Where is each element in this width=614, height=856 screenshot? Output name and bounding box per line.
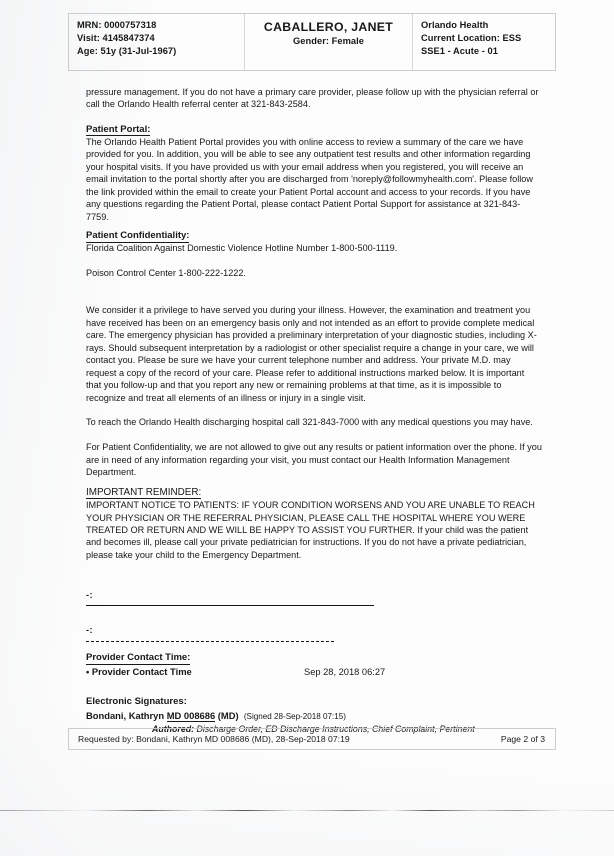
facility-column	[413, 14, 555, 70]
authored-value: Discharge Order, ED Discharge Instructions, Chief Complaint, Pertinent	[194, 723, 475, 734]
patient-header-banner	[68, 13, 556, 71]
separator-marker-one: -:	[86, 590, 93, 601]
patient-portal-heading: Patient Portal:	[86, 123, 151, 135]
patient-visit-number: Visit: 4145847374	[77, 33, 155, 44]
document-content	[68, 0, 558, 856]
spacer	[86, 606, 542, 624]
document-body	[86, 86, 542, 736]
requested-by: Requested by: Bondani, Kathryn MD 008686 (MD), 28-Sep-2018 07:19	[78, 734, 350, 744]
spacer	[86, 642, 542, 651]
patient-age-dob: Age: 51y (31-Jul-1967)	[77, 46, 177, 57]
important-reminder-paragraph: IMPORTANT NOTICE TO PATIENTS: IF YOUR CONDITION WORSENS AND YOU ARE UNABLE TO REACH YOUR PHYSICIAN OR THE REFERRAL PHYSICIAN, PLEASE CALL THE HOSPITAL WHERE YOU WERE TREATED OR RETURN AND WE WILL BE HAPPY TO ASSIST YOU FURTHER. If your child was the patient and becomes ill, please call your private pediatrician for instructions. If you do not have a private pediatrician, please take your child to the Emergency Department.	[86, 500, 535, 560]
spacer	[86, 679, 542, 695]
separator-block-two	[86, 624, 542, 642]
patient-gender: Gender: Female	[293, 36, 364, 46]
page-number: Page 2 of 3	[500, 734, 545, 744]
patient-identifiers-column	[69, 14, 245, 70]
phone-confidentiality-paragraph: For Patient Confidentiality, we are not allowed to give out any results or patient information over the phone. If you are in need of any information regarding your visit, you must contact our Health Information Management Department.	[86, 442, 542, 478]
important-reminder-heading: IMPORTANT REMINDER:	[86, 486, 202, 498]
signature-line	[86, 709, 542, 723]
patient-portal-paragraph: The Orlando Health Patient Portal provides you with online access to review a summary of the care we have provided for you. In addition, you will be able to see any outpatient test results and other information regarding your hospital visits. If you have provided us with your email address when you registered, you will receive an email invitation to the portal shortly after you are discharged from 'noreply@followmyhealth.com'. Please follow the link provided within the email to create your Patient Portal account and access to your records. If you have any questions regarding the Patient Portal, please contact Patient Portal Support for assistance at 321-843-7759.	[86, 136, 533, 222]
separator-block-one	[86, 589, 542, 606]
patient-mrn: MRN: 0000757318	[77, 20, 157, 30]
spacer	[86, 561, 542, 589]
patient-name-column	[245, 14, 413, 70]
spacer	[86, 279, 542, 304]
page-footer	[68, 728, 556, 750]
continued-paragraph: pressure management. If you do not have a primary care provider, please follow up with the physician referral or call the Orlando Health referral center at 321-843-2584.	[86, 87, 539, 110]
privilege-paragraph: We consider it a privilege to have served you during your illness. However, the examination and treatment you have received has been on an emergency basis only and not intended as an effort to provide complete medical care. The emergency physician has provided a preliminary interpretation of your diagnostic studies, including X-rays. Should subsequent interpretation by a radiologist or other specialist require a change in your care, we will contact you. Please be sure we have your current telephone number and address. Your private M.D. may request a copy of the record of your care. Please refer to additional instructions marked below. It is important that you follow-up and that you report any new or remaining problems at that time, as it is impossible to recognize and treat all elements of an illness or injury in a single visit.	[86, 305, 537, 403]
organization-name: Orlando Health	[421, 20, 489, 30]
patient-confidentiality-heading: Patient Confidentiality:	[86, 230, 190, 242]
signed-timestamp: (Signed 28-Sep-2018 07:15)	[243, 711, 347, 721]
poison-control-paragraph: Poison Control Center 1-800-222-1222.	[86, 267, 246, 278]
authored-label: Authored:	[152, 723, 195, 734]
signer-name: Bondani, Kathryn	[86, 709, 167, 721]
signer-suffix: (MD)	[215, 709, 239, 721]
spacer	[86, 255, 542, 267]
confidentiality-hotline-paragraph: Florida Coalition Against Domestic Violence Hotline Number 1-800-500-1119.	[86, 243, 398, 254]
discharging-hospital-paragraph: To reach the Orlando Health discharging hospital call 321-843-7000 with any medical questions you may have.	[86, 417, 533, 428]
provider-contact-time-heading: Provider Contact Time:	[86, 652, 191, 664]
provider-contact-time-value: Sep 28, 2018 06:27	[304, 667, 386, 678]
patient-name: CABALLERO, JANET	[263, 20, 394, 34]
unit-bed: SSE1 - Acute - 01	[421, 46, 498, 57]
electronic-signatures-heading: Electronic Signatures:	[86, 696, 187, 708]
spacer	[86, 429, 542, 441]
provider-contact-time-label: • Provider Contact Time	[86, 666, 192, 678]
spacer	[86, 404, 542, 416]
current-location: Current Location: ESS	[421, 33, 522, 44]
provider-contact-time-row	[86, 665, 542, 679]
spacer	[86, 479, 542, 486]
signer-credential: MD 008686	[166, 709, 216, 721]
separator-marker-two: -:	[86, 625, 93, 636]
spacer	[86, 111, 542, 123]
